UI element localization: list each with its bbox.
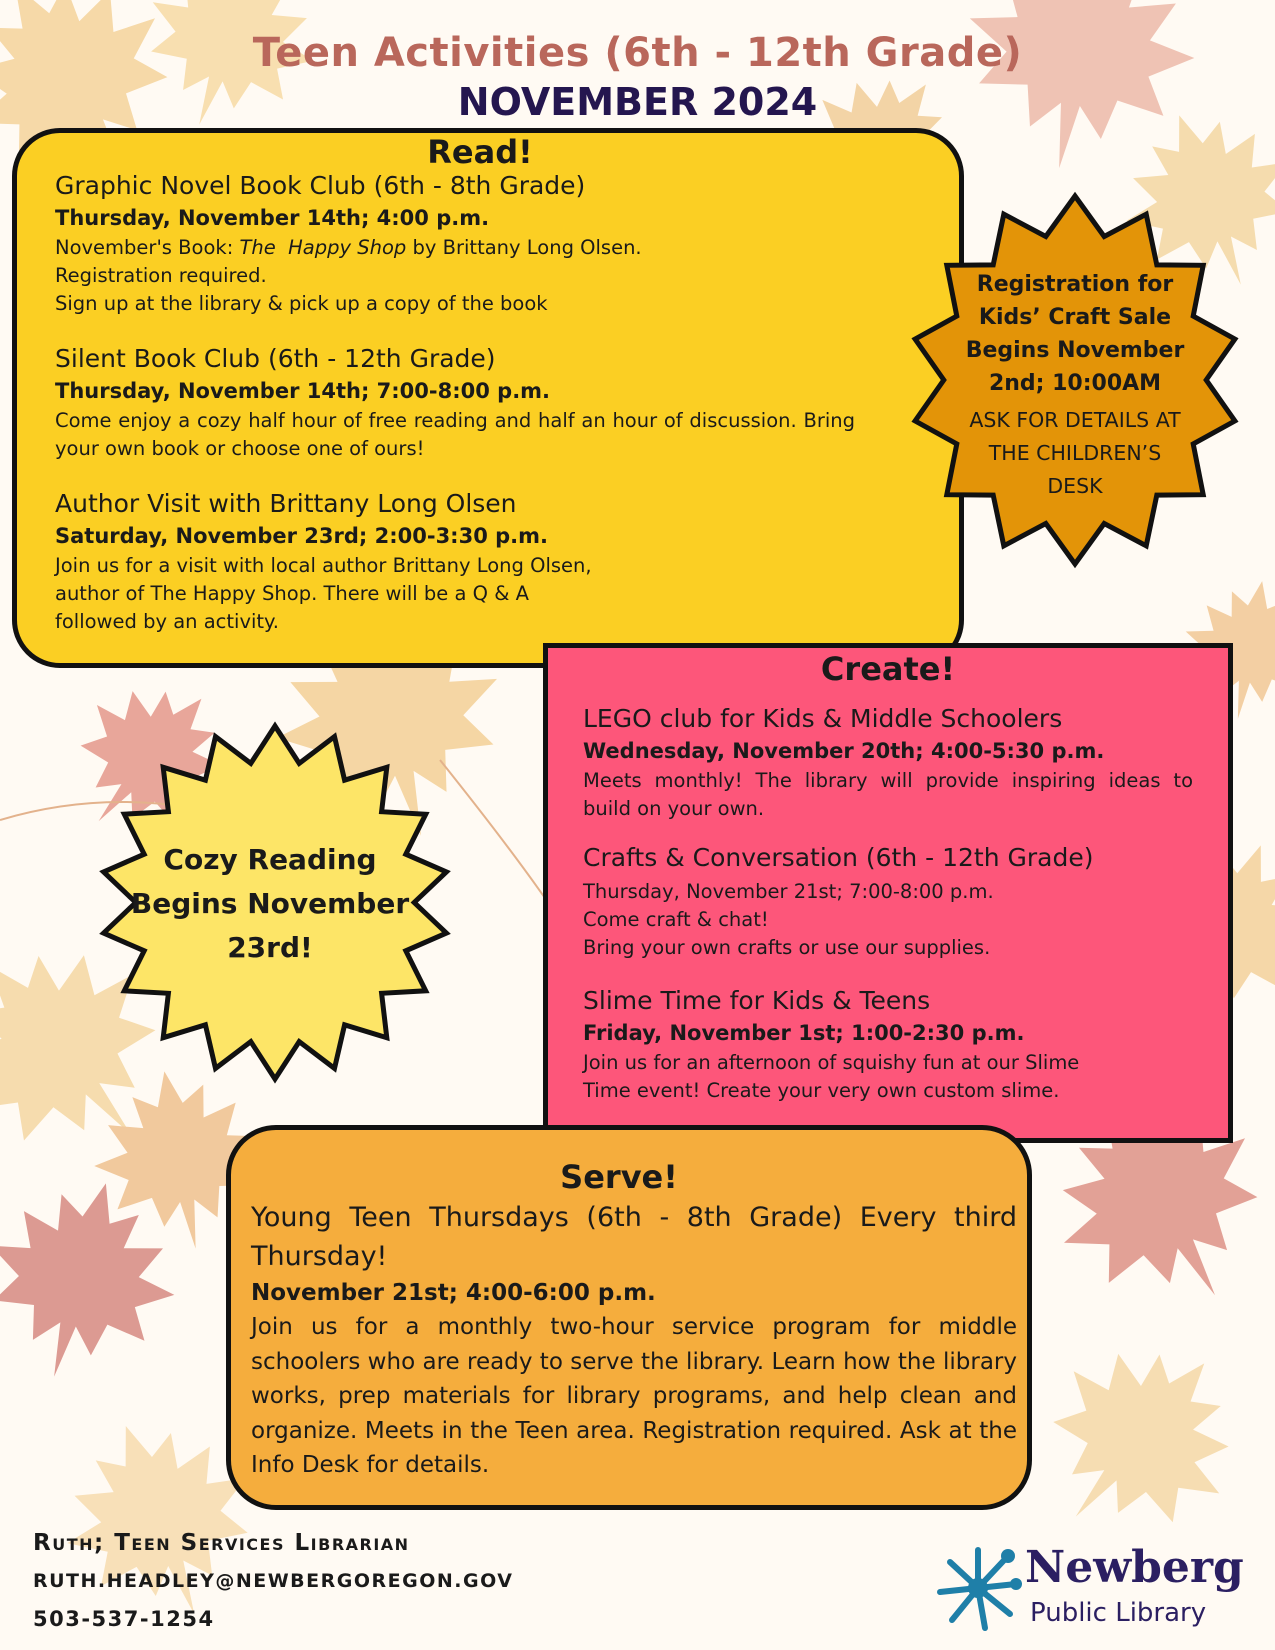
contact-phone: 503-537-1254 xyxy=(33,1607,215,1631)
page-subtitle-month: NOVEMBER 2024 xyxy=(457,80,818,124)
craft-sale-line: Registration for xyxy=(976,272,1174,297)
cozy-reading-line: 23rd! xyxy=(227,931,313,964)
read-section xyxy=(12,128,964,668)
event-description xyxy=(55,552,865,636)
event-description xyxy=(55,234,865,318)
event-description-line: followed by an activity. xyxy=(55,610,280,633)
event-title: LEGO club for Kids & Middle Schoolers xyxy=(583,704,1063,733)
craft-sale-starburst xyxy=(905,190,1245,570)
book-title: The Happy Shop xyxy=(239,236,407,259)
cozy-reading-starburst xyxy=(95,720,455,1085)
craft-sale-line: ASK FOR DETAILS AT xyxy=(969,408,1181,432)
page-title: Teen Activities (6th - 12th Grade) xyxy=(252,30,1023,76)
event-description: Join us for a monthly two-hour service program for middle schoolers who are ready to serve the library. Learn how the library works, prep materials for library programs, and help clean and organize. Meets in the Teen area. Registration required. Ask at the Info Desk for details. xyxy=(251,1314,1017,1478)
book-prefix: November's Book: xyxy=(55,236,240,259)
cozy-reading-line: Cozy Reading xyxy=(163,843,377,876)
craft-sale-line: 2nd; 10:00AM xyxy=(988,371,1162,396)
event-title: Silent Book Club (6th - 12th Grade) xyxy=(55,344,496,373)
book-suffix: by Brittany Long Olsen. xyxy=(406,236,642,259)
event-description-line: author of The Happy Shop. There will be a Q & A xyxy=(55,582,529,605)
event-young-teen-thursdays xyxy=(251,1198,1017,1483)
event-lego-club xyxy=(583,704,1193,823)
event-description-line: Join us for an afternoon of squishy fun at our Slime xyxy=(583,1051,1080,1074)
event-slime-time xyxy=(583,986,1193,1105)
library-emblem-icon xyxy=(930,1540,1025,1635)
event-description xyxy=(583,878,1193,962)
contact-name: Ruth; Teen Services Librarian xyxy=(33,1530,410,1556)
event-description: Come enjoy a cozy half hour of free reading and half an hour of discussion. Bring your own book or choose one of ours! xyxy=(55,409,855,460)
event-date: November 21st; 4:00-6:00 p.m. xyxy=(251,1280,656,1306)
contact-email[interactable]: RUTH.HEADLEY@NEWBERGOREGON.GOV xyxy=(33,1570,514,1592)
newberg-library-logo xyxy=(930,1540,1250,1640)
event-silent-book-club xyxy=(55,344,865,463)
cozy-reading-text xyxy=(115,838,425,970)
logo-name: Newberg xyxy=(1025,1542,1244,1593)
event-title: Slime Time for Kids & Teens xyxy=(583,986,931,1015)
event-title: Young Teen Thursdays (6th - 8th Grade) Every third Thursday! xyxy=(251,1202,1017,1272)
event-crafts-conversation xyxy=(583,843,1193,962)
event-description-line: Come craft & chat! xyxy=(583,908,769,931)
event-date: Thursday, November 21st; 7:00-8:00 p.m. xyxy=(583,880,994,903)
event-description-line: Bring your own crafts or use our supplies. xyxy=(583,936,991,959)
leaf-icon xyxy=(1003,1302,1275,1577)
event-date: Friday, November 1st; 1:00-2:30 p.m. xyxy=(583,1021,1025,1045)
event-title: Crafts & Conversation (6th - 12th Grade) xyxy=(583,843,1094,872)
event-title: Graphic Novel Book Club (6th - 8th Grade) xyxy=(55,171,586,200)
craft-sale-line: DESK xyxy=(1047,474,1103,498)
logo-subtitle: Public Library xyxy=(1030,1598,1207,1628)
read-heading: Read! xyxy=(427,133,533,171)
cozy-reading-line: Begins November xyxy=(130,887,410,920)
event-date: Thursday, November 14th; 7:00-8:00 p.m. xyxy=(55,379,551,403)
serve-heading: Serve! xyxy=(560,1158,678,1196)
event-date: Wednesday, November 20th; 4:00-5:30 p.m. xyxy=(583,739,1105,763)
event-description xyxy=(583,1049,1193,1105)
create-section xyxy=(543,643,1233,1143)
craft-sale-line: Kids’ Craft Sale xyxy=(978,305,1172,330)
event-title: Author Visit with Brittany Long Olsen xyxy=(55,489,517,518)
event-graphic-novel-book-club xyxy=(55,171,865,318)
event-note: Sign up at the library & pick up a copy of the book xyxy=(55,292,548,315)
create-heading: Create! xyxy=(820,650,956,688)
event-description-line: Time event! Create your very own custom slime. xyxy=(583,1079,1060,1102)
craft-sale-line: THE CHILDREN’S xyxy=(988,441,1162,465)
event-description-line: Join us for a visit with local author Brittany Long Olsen, xyxy=(55,554,592,577)
craft-sale-text xyxy=(945,268,1205,503)
event-author-visit xyxy=(55,489,865,636)
event-date: Thursday, November 14th; 4:00 p.m. xyxy=(55,206,490,230)
event-note: Registration required. xyxy=(55,264,267,287)
event-date: Saturday, November 23rd; 2:00-3:30 p.m. xyxy=(55,524,548,548)
craft-sale-line: Begins November xyxy=(965,338,1185,363)
event-description: Meets monthly! The library will provide inspiring ideas to build on your own. xyxy=(583,769,1193,820)
serve-section xyxy=(226,1125,1032,1510)
